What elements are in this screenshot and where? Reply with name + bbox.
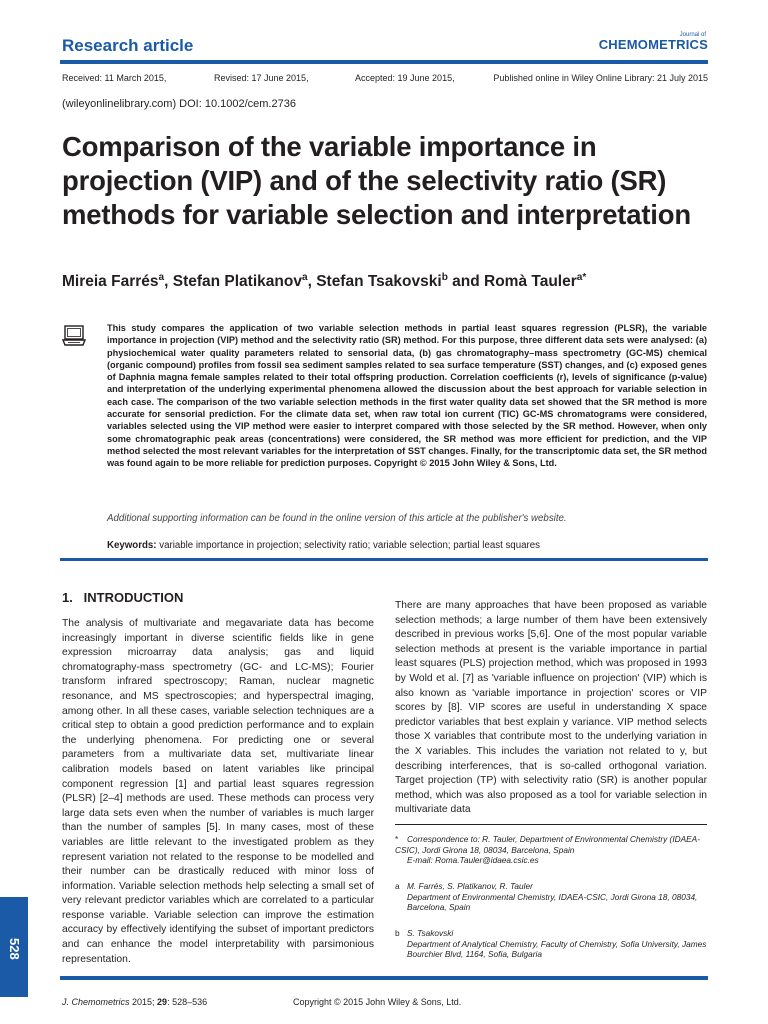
- received-date: Received: 11 March 2015,: [62, 73, 167, 83]
- author-name: Mireia Farrés: [62, 273, 159, 290]
- intro-right-column: There are many approaches that have been proposed as variable selection methods; a large number of them have been extensively described in previous works [5,6]. One of the most popular variable selection methods at present is the variable importance in partial least squares (PLS) projection method, which was proposed in 1993 by Wold et al. [7] as 'variable influence on projection' (VIP) which is also known as 'variable importance in projection' scores or VIP scores by [8]. VIP scores are useful in understanding X space predictor variables that best explain y variance. VIP method selects those X variables that contribute most to the underlying variation in the X variables. This includes the variation not related to y, but describing interferences, that is so-called orthogonal variation. Target projection (TP) with selectivity ratio (SR) is another popular method, which was also proposed as a tool for variable selection in multivariate data: [395, 600, 707, 816]
- author-name: Romà Tauler: [484, 273, 577, 290]
- footer-citation: [62, 997, 207, 1007]
- affiliation-a-address: Department of Environmental Chemistry, IDAEA-CSIC, Jordi Girona 18, 08034, Barcelona, Spain: [407, 891, 698, 912]
- correspondence-footnote: [395, 834, 710, 866]
- keywords-text: variable importance in projection; selectivity ratio; variable selection; partial least squares: [159, 540, 540, 551]
- author-affiliation-mark: a: [301, 271, 308, 283]
- journal-logo-name: CHEMOMETRICS: [598, 37, 708, 52]
- footnote-mark: b: [395, 928, 400, 938]
- affiliation-a-names: M. Farrés, S. Platikanov, R. Tauler: [407, 881, 533, 891]
- journal-logo: [599, 32, 708, 51]
- page-number: 528: [7, 938, 22, 960]
- keywords-line: [107, 540, 540, 551]
- supporting-info-note: Additional supporting information can be found in the online version of this article at the publisher's website.: [107, 513, 567, 524]
- revised-date: Revised: 17 June 2015,: [214, 73, 309, 83]
- correspondence-email: E-mail: Roma.Tauler@idaea.csic.es: [407, 855, 539, 865]
- journal-logo-small: Journal of: [679, 32, 706, 38]
- author-name: Stefan Tsakovski: [316, 273, 442, 290]
- author-separator: ,: [307, 273, 317, 290]
- section-heading: 1. INTRODUCTION: [62, 590, 184, 605]
- footer-volume: 29: [157, 997, 168, 1007]
- footer-rule: [60, 976, 708, 980]
- abstract-rule: [60, 558, 708, 561]
- footnote-mark: *: [395, 834, 399, 844]
- article-title: Comparison of the variable importance in projection (VIP) and of the selectivity ratio (SR) methods for variable selection and interpretation: [62, 131, 691, 230]
- affiliation-a-footnote: [395, 881, 710, 913]
- footer-year: 2015;: [129, 997, 158, 1007]
- published-date: Published online in Wiley Online Library: 21 July 2015: [493, 73, 708, 83]
- author-affiliation-mark: a*: [576, 271, 587, 283]
- author-separator: and: [447, 273, 485, 290]
- footer-copyright: Copyright © 2015 John Wiley & Sons, Ltd.: [293, 997, 462, 1007]
- accepted-date: Accepted: 19 June 2015,: [355, 73, 455, 83]
- footnote-mark: a: [395, 881, 400, 891]
- laptop-computer-icon: [62, 325, 86, 347]
- section-label: Research article: [62, 36, 194, 55]
- correspondence-text: Correspondence to: R. Tauler, Department of Environmental Chemistry (IDAEA-CSIC), Jordi Girona 18, 08034, Barcelona, Spain: [395, 834, 700, 855]
- keywords-label: Keywords:: [107, 540, 157, 551]
- author-list: [62, 273, 586, 291]
- doi-line: (wileyonlinelibrary.com) DOI: 10.1002/cem.2736: [62, 98, 296, 110]
- footer-pages: : 528–536: [167, 997, 208, 1007]
- abstract-text: This study compares the application of two variable selection methods in partial least squares regression (PLSR), the variable importance in projection (VIP) method and the selectivity ratio (SR) method. For this purpose, three different data sets were analysed: (a) physiochemical water quality parameters related to sensorial data, (b) gas chromatography–mass spectrometry (GC-MS) chemical (organic compound) profiles from fossil sea sediment samples related to sea surface temperature (SST) changes, and (c) exposed genes of Daphnia magna female samples related to their total offspring production. Correlation coefficients (r), levels of significance (p-value) and interpretation of the underlying experimental phenomena allowed the discussion about the best approach for variable selection in each case. The comparison of the two variable selection methods in the first water quality data set showed that the SR method is more accurate for sensorial prediction. For the climate data set, when raw total ion current (TIC) GC-MS chromatograms were considered, variables selected using the VIP method were easier to interpret compared with those selected by the SR method. However, when only some chromatographic peak areas (concentrations) were considered, the SR method was more efficient for prediction, and the VIP method selected the most relevant variables for the interpretation of SST changes. Finally, for the transcriptomic data set, the SR method was found again to be more reliable for prediction purposes. Copyright © 2015 John Wiley & Sons, Ltd.: [107, 323, 707, 469]
- affiliation-b-address: Department of Analytical Chemistry, Faculty of Chemistry, Sofia University, James Bourchier Blvd, 1164, Sofia, Bulgaria: [407, 938, 707, 959]
- affiliation-b-names: S. Tsakovski: [407, 928, 454, 938]
- intro-left-column: The analysis of multivariate and megavariate data has become increasingly important in diverse scientific fields like in gene expression microarray data analysis; gas and liquid chromatography-mass spectrometry (GC- and LC-MS); Fourier transform infrared spectroscopy; Raman, nuclear magnetic resonance, and MS spectroscopies; and hyperspectral imaging, among other. In all these cases, variable selection techniques are a critical step to obtain a good prediction performance and to explain the underlying phenomena. For predicting one or several parameters from a multivariate data set, multivariate linear calibration models based on latent variables like principal component regression [1] and partial least squares regression (PLSR) [2–4] methods are used. These methods can process very large data sets even when the number of variables is much larger than the number of samples [5]. In many cases, most of these variables are little relevant to the investigated problem as they represent variation not related to the response to be modelled and their number can be drastically reduced with minor loss of information. Variable selection methods help selecting a small set of very relevant predictor variables which are correlated to a particular response variable. Variable selection can improve the estimation accuracy by effectively identifying the subset of important predictors and can enhance the model interpretability with parsimonious representation.: [62, 618, 374, 965]
- header-rule: [60, 60, 708, 64]
- author-name: Stefan Platikanov: [172, 273, 302, 290]
- affiliation-b-footnote: [395, 928, 710, 960]
- footnote-rule: [395, 824, 707, 825]
- footer-journal: J. Chemometrics: [62, 997, 130, 1007]
- author-separator: ,: [164, 273, 173, 290]
- author-affiliation-mark: b: [441, 271, 448, 283]
- author-affiliation-mark: a: [158, 271, 165, 283]
